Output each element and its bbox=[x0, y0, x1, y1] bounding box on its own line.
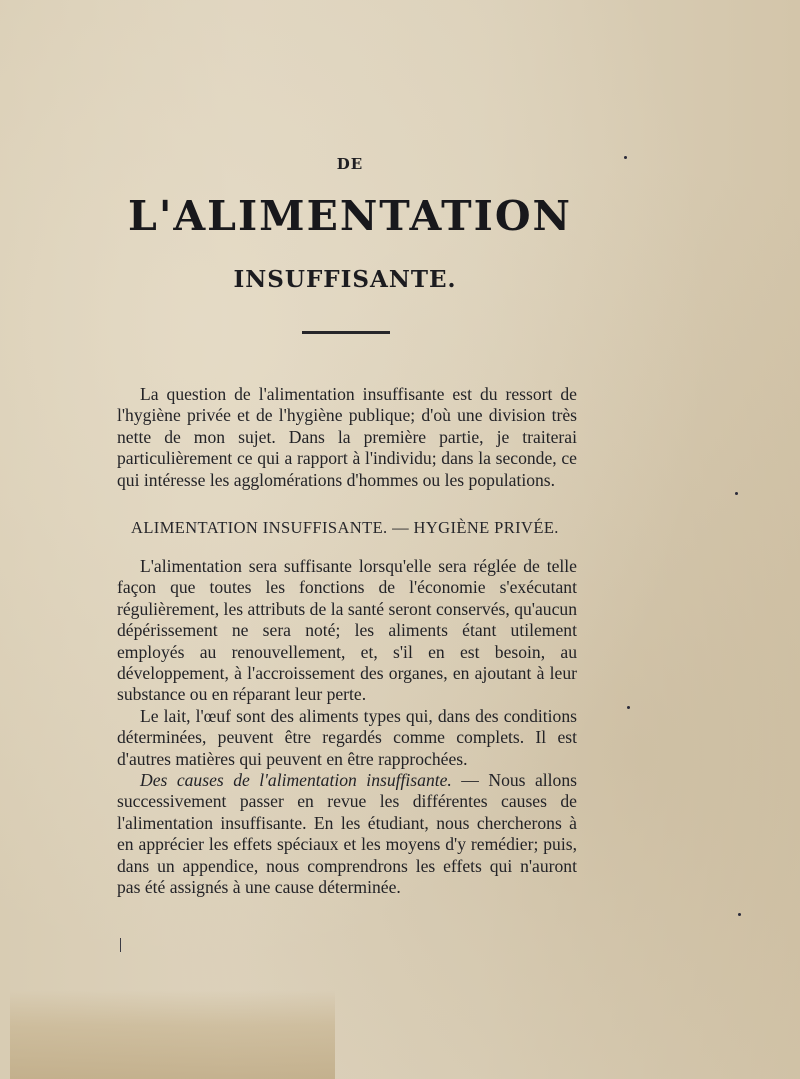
body-paragraph-3 bbox=[117, 770, 577, 898]
body-paragraph-2: Le lait, l'œuf sont des aliments types qui, dans des conditions déterminées, peuvent être regardés comme complets. Il est d'autres matières qui peuvent en être rapprochées. bbox=[117, 705, 577, 769]
body-paragraph-3-text: — Nous allons successivement passer en revue les différentes causes de l'alimentation insuffisante. En les étudiant, nous chercherons à en apprécier les effets spéciaux et les moyens d'y remédier; puis, dans un appendice, nous comprendrons les effets qui n'auront pas été assignés à une cause déterminée. bbox=[117, 770, 577, 898]
section-heading: ALIMENTATION INSUFFISANTE. — HYGIÈNE PRIVÉE. bbox=[131, 518, 559, 537]
body-paragraph-1: L'alimentation sera suffisante lorsqu'elle sera réglée de telle façon que toutes les fonctions de l'économie s'exécutant régulièrement, les attributs de la santé seront conservés, qu'aucun dépérissement ne sera noté; les aliments étant utilement employés au renouvellement, et, s'il en est besoin, au développement, à l'accroissement des organes, en ajoutant à leur substance ou en réparant leur perte. bbox=[117, 556, 577, 705]
ink-speck bbox=[627, 706, 630, 709]
paper-stain bbox=[10, 990, 335, 1079]
section-body bbox=[117, 556, 577, 899]
title-rule-divider bbox=[302, 331, 390, 334]
intro-paragraph: La question de l'alimentation insuffisante est du ressort de l'hygiène privée et de l'hygiène publique; d'où une division très nette de mon sujet. Dans la première partie, je traiterai particulièrement ce qui a rapport à l'individu; dans la seconde, ce qui intéresse les agglomérations d'hommes ou les populations. bbox=[117, 384, 577, 490]
subsection-title: Des causes de l'alimentation insuffisante. bbox=[140, 770, 452, 791]
page-title: L'ALIMENTATION bbox=[127, 192, 573, 240]
ink-speck bbox=[738, 913, 741, 916]
title-prefix: DE bbox=[336, 155, 364, 173]
ink-speck bbox=[735, 492, 738, 495]
margin-mark bbox=[120, 938, 121, 952]
intro-block bbox=[117, 384, 577, 491]
page-subtitle: INSUFFISANTE. bbox=[233, 266, 457, 293]
